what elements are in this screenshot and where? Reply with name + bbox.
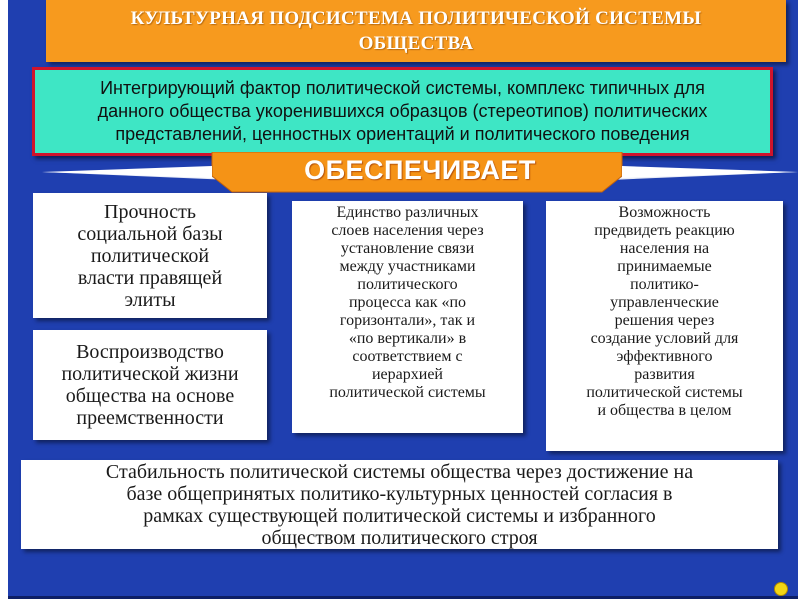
corner-dot: [774, 582, 788, 596]
function-text-social-base: Прочность социальной базы политической власти правящей элиты: [77, 200, 223, 311]
function-text-stability: Стабильность политической системы общества через достижение на базе общепринятых политико-культурных ценностей согласия в рамках существующей политической системы и избранного обществом политического строя: [105, 460, 694, 549]
provides-banner: [42, 152, 798, 196]
function-card-prediction: [546, 201, 783, 451]
slide-title: КУЛЬТУРНАЯ ПОДСИСТЕМА ПОЛИТИЧЕСКОЙ СИСТЕМЫ ОБЩЕСТВА: [130, 8, 702, 54]
definition-text: Интегрирующий фактор политической системы, комплекс типичных для данного общества укоренившихся образцов (стереотипов) политических представлений, ценностных ориентаций и политического поведения: [97, 78, 708, 144]
function-text-prediction: Возможность предвидеть реакцию населения на принимаемые политико- управленческие решения через создание условий для эффективного развития политической системы и общества в целом: [586, 204, 743, 419]
definition-box: [32, 67, 773, 156]
function-text-unity: Единство различных слоев населения через установление связи между участниками политического процесса как «по горизонтали», так и «по вертикали» в соответствием с иерархией политической системы: [329, 204, 486, 401]
slide-background: [8, 0, 798, 599]
function-card-social-base: [33, 193, 267, 318]
title-bar: [46, 0, 786, 62]
function-card-unity: [292, 201, 523, 433]
function-card-reproduction: [33, 330, 267, 440]
function-text-reproduction: Воспроизводство политической жизни общества на основе преемственности: [61, 341, 239, 429]
function-card-stability: [21, 460, 778, 549]
banner-label: ОБЕСПЕЧИВАЕТ: [304, 155, 536, 185]
